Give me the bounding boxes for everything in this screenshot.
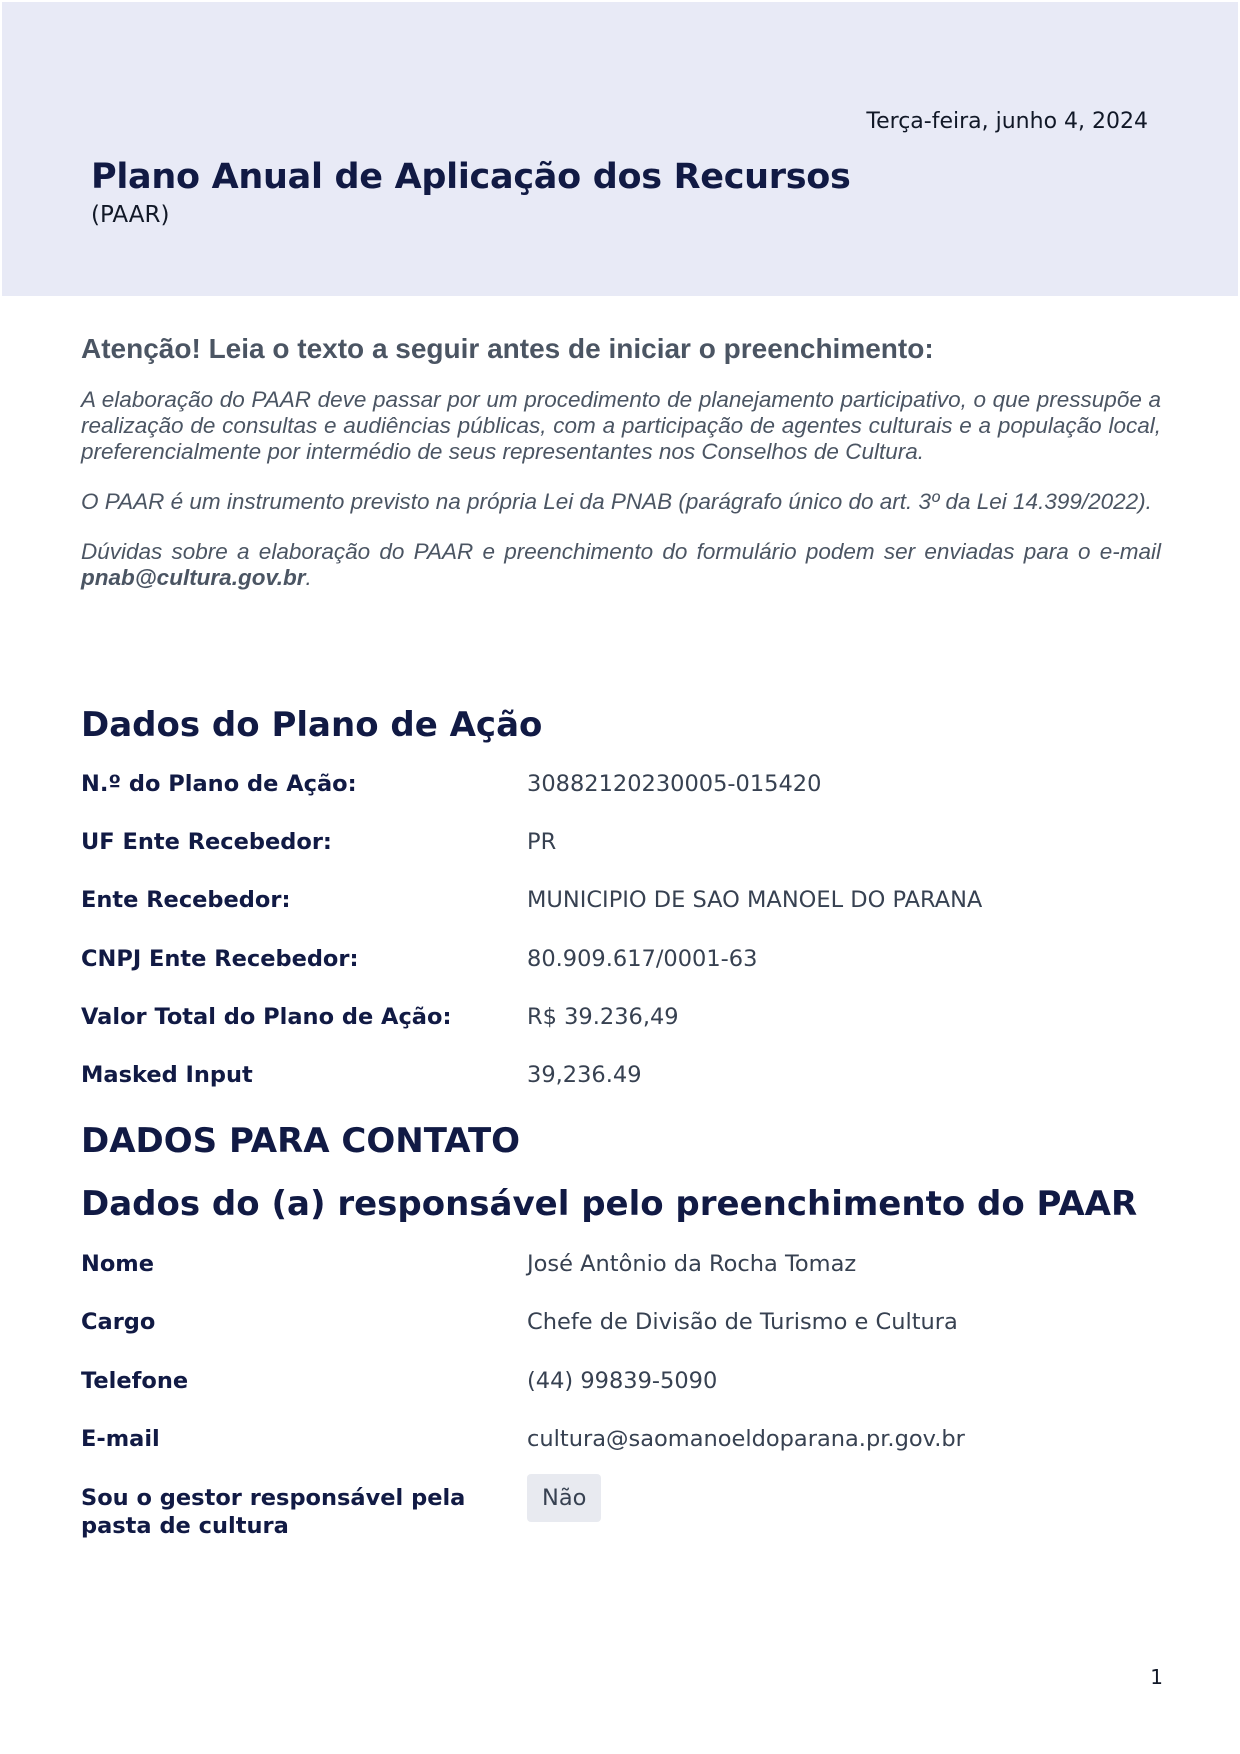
notice-paragraph: O PAAR é um instrumento previsto na própria Lei da PNAB (parágrafo único do art. 3º da Lei 14.399/2022). <box>81 489 1152 514</box>
field-value[interactable]: cultura@saomanoeldoparana.pr.gov.br <box>527 1426 965 1452</box>
document-subtitle: (PAAR) <box>91 202 170 228</box>
section-title: Dados do Plano de Ação <box>81 705 543 745</box>
field-value: 39,236.49 <box>527 1062 642 1088</box>
document-title: Plano Anual de Aplicação dos Recursos <box>91 157 851 197</box>
field-value: 30882120230005-015420 <box>527 771 822 797</box>
gestor-answer-badge: Não <box>527 1474 601 1522</box>
field-label: Ente Recebedor: <box>81 887 291 913</box>
field-label: Nome <box>81 1251 154 1277</box>
field-value: R$ 39.236,49 <box>527 1004 679 1030</box>
page-header <box>2 2 1238 296</box>
field-label: Cargo <box>81 1309 156 1335</box>
plano-section <box>81 705 1161 745</box>
field-label: Sou o gestor responsável pela pasta de cultura <box>81 1485 466 1539</box>
contato-section <box>81 1121 1161 1161</box>
field-label: N.º do Plano de Ação: <box>81 771 357 797</box>
contato-subsection <box>81 1184 1161 1224</box>
notice-title: Atenção! Leia o texto a seguir antes de iniciar o preenchimento: <box>81 333 934 364</box>
field-label: Masked Input <box>81 1062 253 1088</box>
field-value: 80.909.617/0001-63 <box>527 946 758 972</box>
field-value: Chefe de Divisão de Turismo e Cultura <box>527 1309 958 1335</box>
field-value: MUNICIPIO DE SAO MANOEL DO PARANA <box>527 887 983 913</box>
notice-text: . <box>305 565 312 590</box>
field-label: E-mail <box>81 1426 160 1452</box>
notice-text: Dúvidas sobre a elaboração do PAAR e preenchimento do formulário podem ser enviadas para o e-mail <box>81 539 1161 564</box>
field-label: UF Ente Recebedor: <box>81 829 332 855</box>
notice-paragraph: A elaboração do PAAR deve passar por um procedimento de planejamento participativo, o que pressupõe a realização de consultas e audiências públicas, com a participação de agentes culturais e a população local, preferencialmente por intermédio de seus representantes nos Conselhos de Cultura. <box>81 387 1161 464</box>
header-date: Terça-feira, junho 4, 2024 <box>866 109 1148 134</box>
field-value: (44) 99839-5090 <box>527 1368 718 1394</box>
field-label: Telefone <box>81 1368 189 1394</box>
field-value: José Antônio da Rocha Tomaz <box>527 1251 857 1277</box>
field-value: PR <box>527 829 557 855</box>
field-label: Valor Total do Plano de Ação: <box>81 1004 452 1030</box>
notice-paragraph <box>81 539 1161 591</box>
contact-email-link[interactable]: pnab@cultura.gov.br <box>81 565 306 590</box>
notice-section <box>81 333 1161 591</box>
page-number: 1 <box>1150 1665 1163 1689</box>
section-subtitle: Dados do (a) responsável pelo preenchimento do PAAR <box>81 1184 1138 1224</box>
section-title: DADOS PARA CONTATO <box>81 1121 521 1161</box>
field-label: CNPJ Ente Recebedor: <box>81 946 359 972</box>
